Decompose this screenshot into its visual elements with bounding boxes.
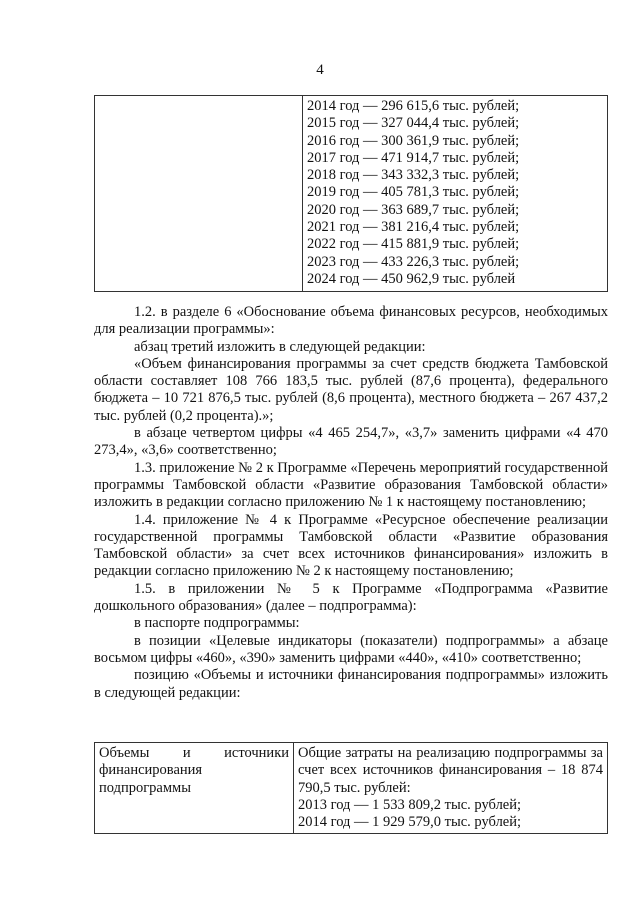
year-funding-line: 2014 год — 1 929 579,0 тыс. рублей;	[298, 814, 522, 831]
year-funding-line: 2018 год — 343 332,3 тыс. рублей;	[307, 167, 520, 184]
paragraph-funding-position: позицию «Объемы и источники финансирования подпрограммы» изложить в следующей редакции:	[94, 667, 608, 701]
year-funding-line: 2022 год — 415 881,9 тыс. рублей;	[307, 236, 520, 253]
table-label-cell	[95, 743, 294, 834]
year-funding-line: 2015 год — 327 044,4 тыс. рублей;	[307, 115, 520, 132]
year-funding-line: 2019 год — 405 781,3 тыс. рублей;	[307, 184, 520, 201]
year-funding-line: 2023 год — 433 226,3 тыс. рублей;	[307, 253, 520, 270]
paragraph-funding-volume: «Объем финансирования программы за счет средств бюджета Тамбовской области составляет 108 766 183,5 тыс. рублей (87,6 процента), федерального бюджета – 10 721 876,5 тыс. рублей (8,6 процента), местного бюджета – 267 437,2 тыс. рублей (0,2 процента).»;	[94, 355, 608, 424]
year-funding-line: 2021 год — 381 216,4 тыс. рублей;	[307, 219, 520, 236]
label-line: подпрограммы	[99, 779, 191, 796]
year-funding-line: 2024 год — 450 962,9 тыс. рублей	[307, 270, 516, 287]
page-number: 4	[316, 62, 324, 78]
paragraph-passport: в паспорте подпрограммы:	[134, 615, 300, 632]
total-costs-text: Общие затраты на реализацию подпрограммы за счет всех источников финансирования – 18 874 790,5 тыс. рублей:	[298, 745, 603, 796]
paragraph-abzac-third: абзац третий изложить в следующей редакции:	[134, 338, 426, 355]
paragraph-target-indicators: в позиции «Целевые индикаторы (показатели) подпрограммы» а абзаце восьмом цифры «460», «390» заменить цифрами «440», «410» соответственно;	[94, 632, 608, 666]
paragraph-abzac-fourth: в абзаце четвертом цифры «4 465 254,7», «3,7» заменить цифрами «4 470 273,4», «3,6» соответственно;	[94, 425, 608, 459]
document-body	[94, 304, 608, 702]
paragraph-1-4: 1.4. приложение № 4 к Программе «Ресурсное обеспечение реализации государственной программы Тамбовской области «Развитие образования Тамбовской области» за счет всех источников финансирования» изложить в редакции согласно приложению № 2 к настоящему постановлению;	[94, 511, 608, 580]
year-funding-line: 2013 год — 1 533 809,2 тыс. рублей;	[298, 796, 522, 813]
year-funding-line: 2020 год — 363 689,7 тыс. рублей;	[307, 201, 520, 218]
year-funding-line: 2016 год — 300 361,9 тыс. рублей;	[307, 132, 520, 149]
paragraph-1-2: 1.2. в разделе 6 «Обоснование объема финансовых ресурсов, необходимых для реализации программы»:	[94, 304, 608, 338]
table-value-cell	[294, 743, 608, 834]
paragraph-1-3: 1.3. приложение № 2 к Программе «Перечень мероприятий государственной программы Тамбовской области «Развитие образования Тамбовской области» изложить в редакции согласно приложению № 1 к настоящему постановлению;	[94, 459, 608, 511]
year-funding-line: 2017 год — 471 914,7 тыс. рублей;	[307, 149, 520, 166]
label-line: финансирования	[99, 762, 203, 779]
funding-by-year-table	[94, 95, 608, 292]
year-funding-line: 2014 год — 296 615,6 тыс. рублей;	[307, 98, 520, 114]
paragraph-1-5: 1.5. в приложении № 5 к Программе «Подпрограмма «Развитие дошкольного образования» (далее – подпрограмма):	[94, 580, 608, 615]
table-right-cell	[303, 96, 608, 292]
table-left-cell-empty	[95, 96, 303, 292]
subprogram-funding-table	[94, 742, 608, 834]
label-line: Объемы и источники	[99, 745, 289, 761]
